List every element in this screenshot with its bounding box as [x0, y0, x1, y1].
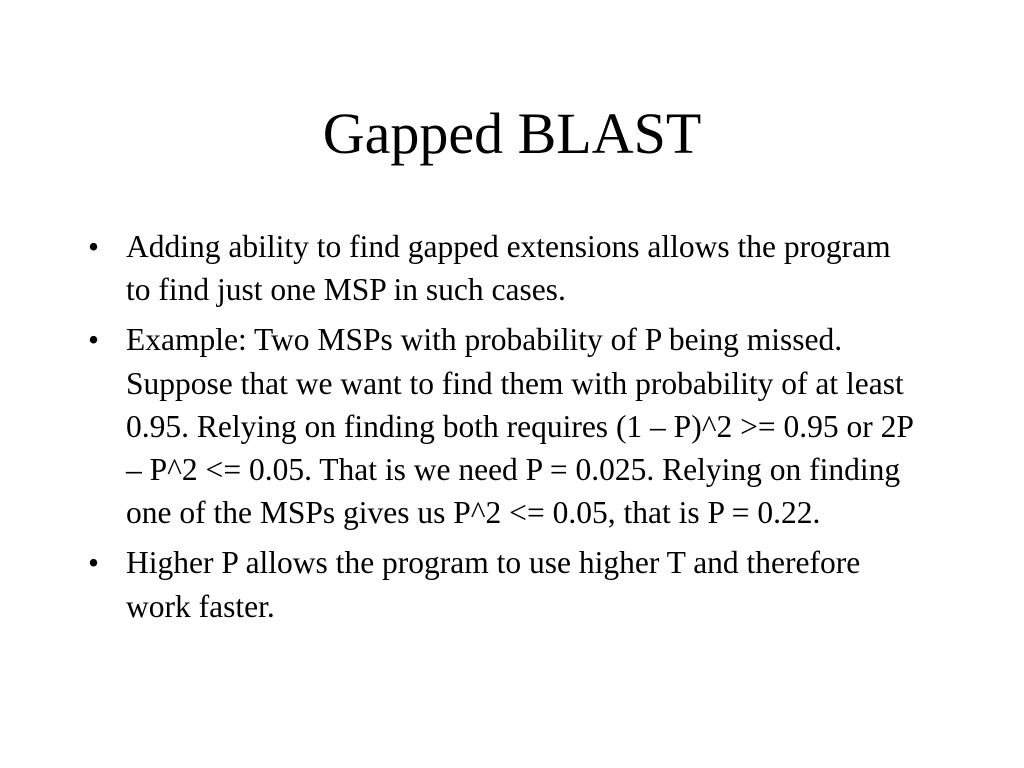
bullet-marker-icon: •	[88, 229, 100, 264]
slide-title: Gapped BLAST	[322, 101, 702, 166]
bullet-item	[84, 318, 914, 534]
bullet-list	[84, 225, 914, 635]
bullet-marker-icon: •	[88, 545, 100, 581]
bullet-text: Higher P allows the program to use higher T and therefore work faster.	[126, 545, 861, 624]
bullet-item	[84, 541, 914, 627]
bullet-text: Example: Two MSPs with probability of P being missed. Suppose that we want to find them with probability of at least 0.95. Relying on finding both requires (1 – P)^2 >= 0.95 or 2P – P^2 <= 0.05. That is we need P = 0.025. Relying on finding one of the MSPs gives us P^2 <= 0.05, that is P = 0.22.	[126, 322, 913, 531]
bullet-text: Adding ability to find gapped extensions allows the program to find just one MSP in such cases.	[126, 229, 891, 308]
bullet-marker-icon: •	[88, 322, 100, 358]
bullet-item	[84, 225, 914, 311]
